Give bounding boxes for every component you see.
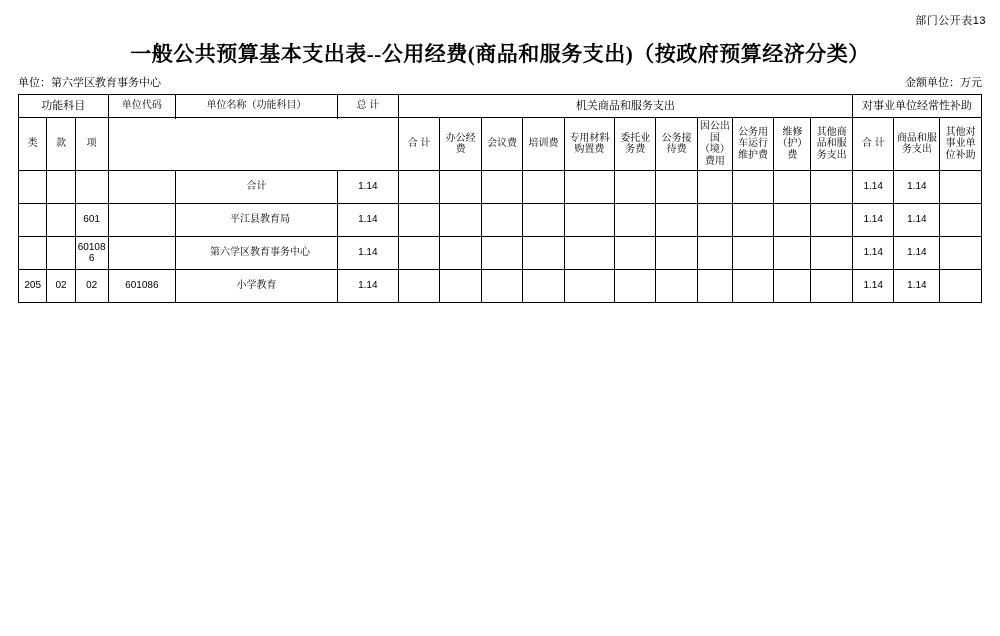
cell-hospitality (656, 204, 697, 237)
cell-training (523, 270, 564, 303)
cell-og-total (398, 270, 439, 303)
table-row (19, 204, 982, 237)
cell-sub-other (940, 270, 982, 303)
cell-sub-total: 1.14 (852, 270, 893, 303)
cell-unit-name: 第六学区教育事务中心 (176, 237, 338, 270)
cell-outsourcing (614, 270, 655, 303)
cell-item (75, 171, 108, 204)
cell-office (440, 204, 481, 237)
cell-og-total (398, 237, 439, 270)
document-tag: 部门公开表13 (915, 15, 986, 27)
cell-abroad (697, 204, 732, 237)
cell-vehicle (732, 171, 773, 204)
cell-class (19, 204, 47, 237)
header-materials: 专用材料购置费 (564, 118, 614, 171)
cell-og-total (398, 204, 439, 237)
cell-outsourcing (614, 171, 655, 204)
header-row-groups (19, 95, 982, 118)
header-hospitality: 公务接待费 (656, 118, 697, 171)
table-header (19, 95, 982, 171)
unit-label: 单位：第六学区教育事务中心 (18, 77, 161, 89)
header-unit-code: 单位代码 (108, 95, 176, 118)
cell-office (440, 237, 481, 270)
header-og-total: 合 计 (398, 118, 439, 171)
cell-vehicle (732, 270, 773, 303)
header-maintenance: 维修（护）费 (774, 118, 811, 171)
cell-unit-code (108, 171, 176, 204)
cell-outsourcing (614, 204, 655, 237)
cell-hospitality (656, 237, 697, 270)
cell-sub-other (940, 204, 982, 237)
header-unit-name: 单位名称（功能科目） (176, 95, 338, 118)
cell-materials (564, 237, 614, 270)
header-office: 办公经费 (440, 118, 481, 171)
cell-unit-name: 合计 (176, 171, 338, 204)
table-body (19, 171, 982, 303)
cell-meeting (481, 171, 522, 204)
cell-training (523, 204, 564, 237)
amount-unit-label: 金额单位：万元 (905, 77, 982, 89)
cell-maintenance (774, 237, 811, 270)
table-row (19, 270, 982, 303)
cell-sub-goods: 1.14 (894, 237, 940, 270)
cell-item: 601 (75, 204, 108, 237)
cell-abroad (697, 237, 732, 270)
cell-total: 1.14 (337, 237, 398, 270)
cell-other-goods (811, 204, 853, 237)
cell-hospitality (656, 270, 697, 303)
group-org-goods-services: 机关商品和服务支出 (398, 95, 852, 118)
header-class: 类 (19, 118, 47, 171)
cell-hospitality (656, 171, 697, 204)
cell-maintenance (774, 270, 811, 303)
header-sub-total: 合 计 (852, 118, 893, 171)
cell-sub-total: 1.14 (852, 204, 893, 237)
cell-item: 601086 (75, 237, 108, 270)
cell-outsourcing (614, 237, 655, 270)
cell-meeting (481, 237, 522, 270)
cell-unit-code: 601086 (108, 270, 176, 303)
cell-sub-total: 1.14 (852, 237, 893, 270)
cell-abroad (697, 270, 732, 303)
cell-unit-code (108, 237, 176, 270)
cell-other-goods (811, 171, 853, 204)
header-item: 项 (75, 118, 108, 171)
cell-section (47, 237, 75, 270)
cell-maintenance (774, 171, 811, 204)
cell-training (523, 171, 564, 204)
cell-total: 1.14 (337, 171, 398, 204)
cell-total: 1.14 (337, 204, 398, 237)
cell-meeting (481, 204, 522, 237)
cell-vehicle (732, 237, 773, 270)
cell-sub-total: 1.14 (852, 171, 893, 204)
header-vehicle: 公务用车运行维护费 (732, 118, 773, 171)
group-subsidy: 对事业单位经常性补助 (852, 95, 981, 118)
table-row (19, 237, 982, 270)
cell-section: 02 (47, 270, 75, 303)
meta-row (18, 74, 982, 90)
header-total: 总 计 (337, 95, 398, 118)
cell-class (19, 237, 47, 270)
cell-sub-goods: 1.14 (894, 171, 940, 204)
header-training: 培训费 (523, 118, 564, 171)
header-sub-other: 其他对事业单位补助 (940, 118, 982, 171)
cell-office (440, 171, 481, 204)
cell-materials (564, 270, 614, 303)
group-function-subject: 功能科目 (19, 95, 109, 118)
cell-sub-goods: 1.14 (894, 270, 940, 303)
cell-unit-name: 平江县教育局 (176, 204, 338, 237)
cell-total: 1.14 (337, 270, 398, 303)
cell-og-total (398, 171, 439, 204)
cell-section (47, 204, 75, 237)
cell-meeting (481, 270, 522, 303)
cell-sub-goods: 1.14 (894, 204, 940, 237)
cell-vehicle (732, 204, 773, 237)
cell-materials (564, 171, 614, 204)
cell-class: 205 (19, 270, 47, 303)
cell-office (440, 270, 481, 303)
cell-training (523, 237, 564, 270)
cell-class (19, 171, 47, 204)
header-section: 款 (47, 118, 75, 171)
cell-sub-other (940, 171, 982, 204)
cell-sub-other (940, 237, 982, 270)
header-other-goods: 其他商品和服务支出 (811, 118, 853, 171)
header-meeting: 会议费 (481, 118, 522, 171)
header-abroad: 因公出国（境）费用 (697, 118, 732, 171)
header-outsourcing: 委托业务费 (614, 118, 655, 171)
budget-table (18, 94, 982, 303)
cell-item: 02 (75, 270, 108, 303)
cell-unit-name: 小学教育 (176, 270, 338, 303)
cell-materials (564, 204, 614, 237)
page-title: 一般公共预算基本支出表--公用经费(商品和服务支出)（按政府预算经济分类） (130, 42, 870, 66)
header-sub-goods: 商品和服务支出 (894, 118, 940, 171)
cell-other-goods (811, 270, 853, 303)
cell-other-goods (811, 237, 853, 270)
cell-unit-code (108, 204, 176, 237)
cell-section (47, 171, 75, 204)
cell-maintenance (774, 204, 811, 237)
table-row (19, 171, 982, 204)
cell-abroad (697, 171, 732, 204)
